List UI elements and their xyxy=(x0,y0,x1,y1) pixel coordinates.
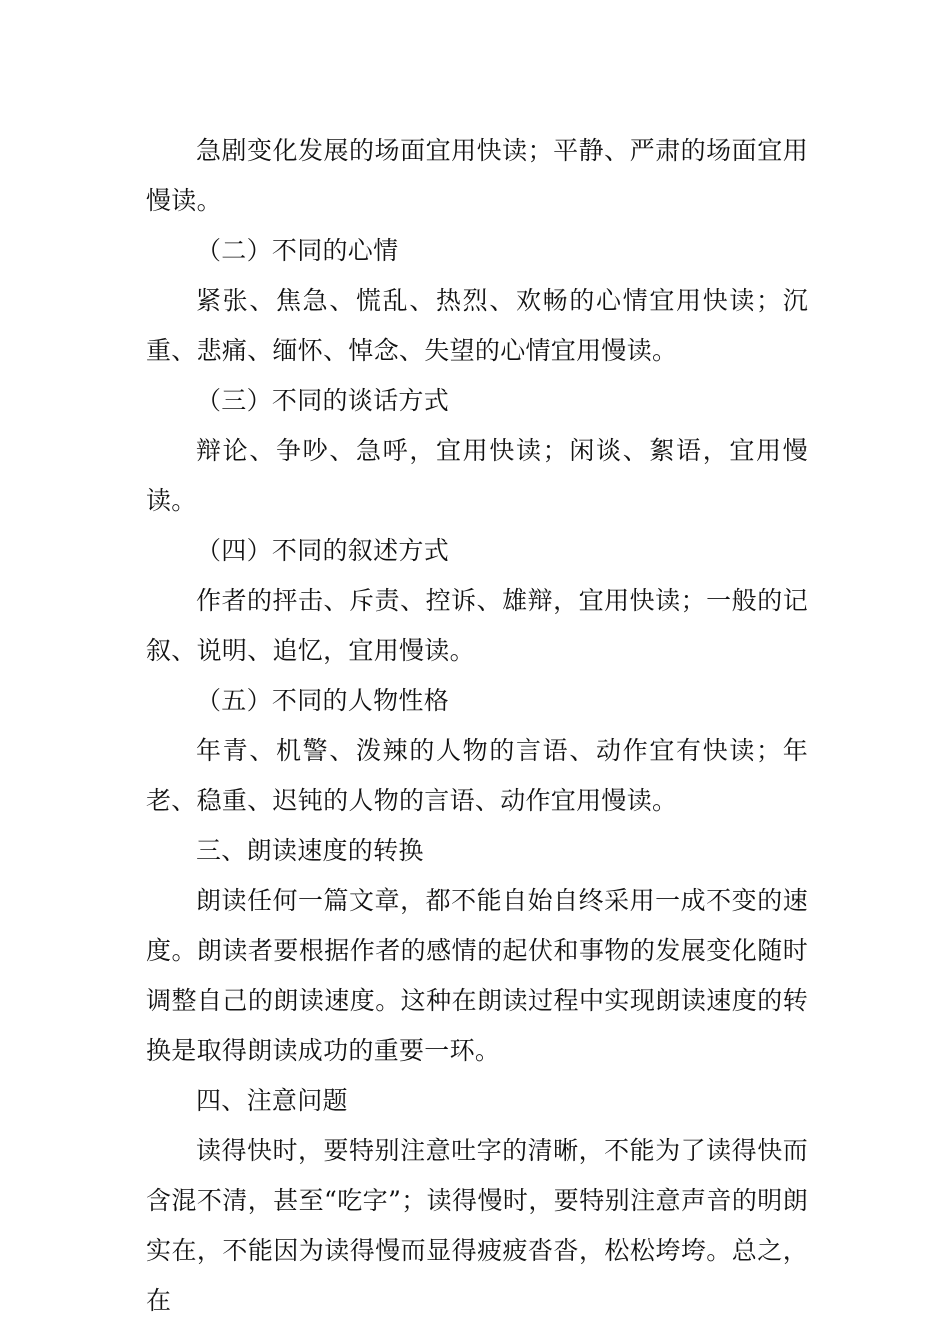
heading-different-speech: （三）不同的谈话方式 xyxy=(196,386,450,415)
paragraph-speed-transition: 朗读任何一篇文章，都不能自始自终采用一成不变的速度。朗读者要根据作者的感情的起伏和事物的发展变化随时调整自己的朗读速度。这种在朗读过程中实现朗读速度的转换是取得朗读成功的重要一环。 xyxy=(146,886,808,1065)
document-page xyxy=(146,126,808,1326)
paragraph-notes: 读得快时，要特别注意吐字的清晰，不能为了读得快而含混不清，甚至“吃字”；读得慢时，要特别注意声音的明朗实在，不能因为读得慢而显得疲疲沓沓，松松垮垮。总之，在 xyxy=(146,1136,808,1315)
paragraph-scene-speed: 急剧变化发展的场面宜用快读；平静、严肃的场面宜用慢读。 xyxy=(146,136,808,215)
paragraph-speech: 辩论、争吵、急呼，宜用快读；闲谈、絮语，宜用慢读。 xyxy=(146,436,808,515)
paragraph-narration: 作者的抨击、斥责、控诉、雄辩，宜用快读；一般的记叙、说明、追忆，宜用慢读。 xyxy=(146,586,808,665)
heading-notes: 四、注意问题 xyxy=(196,1086,348,1115)
paragraph-moods: 紧张、焦急、慌乱、热烈、欢畅的心情宜用快读；沉重、悲痛、缅怀、悼念、失望的心情宜用慢读。 xyxy=(146,286,808,365)
heading-different-moods: （二）不同的心情 xyxy=(196,236,399,265)
heading-different-characters: （五）不同的人物性格 xyxy=(196,686,450,715)
heading-speed-transition: 三、朗读速度的转换 xyxy=(196,836,424,865)
heading-different-narration: （四）不同的叙述方式 xyxy=(196,536,450,565)
paragraph-characters: 年青、机警、泼辣的人物的言语、动作宜有快读；年老、稳重、迟钝的人物的言语、动作宜用慢读。 xyxy=(146,736,808,815)
